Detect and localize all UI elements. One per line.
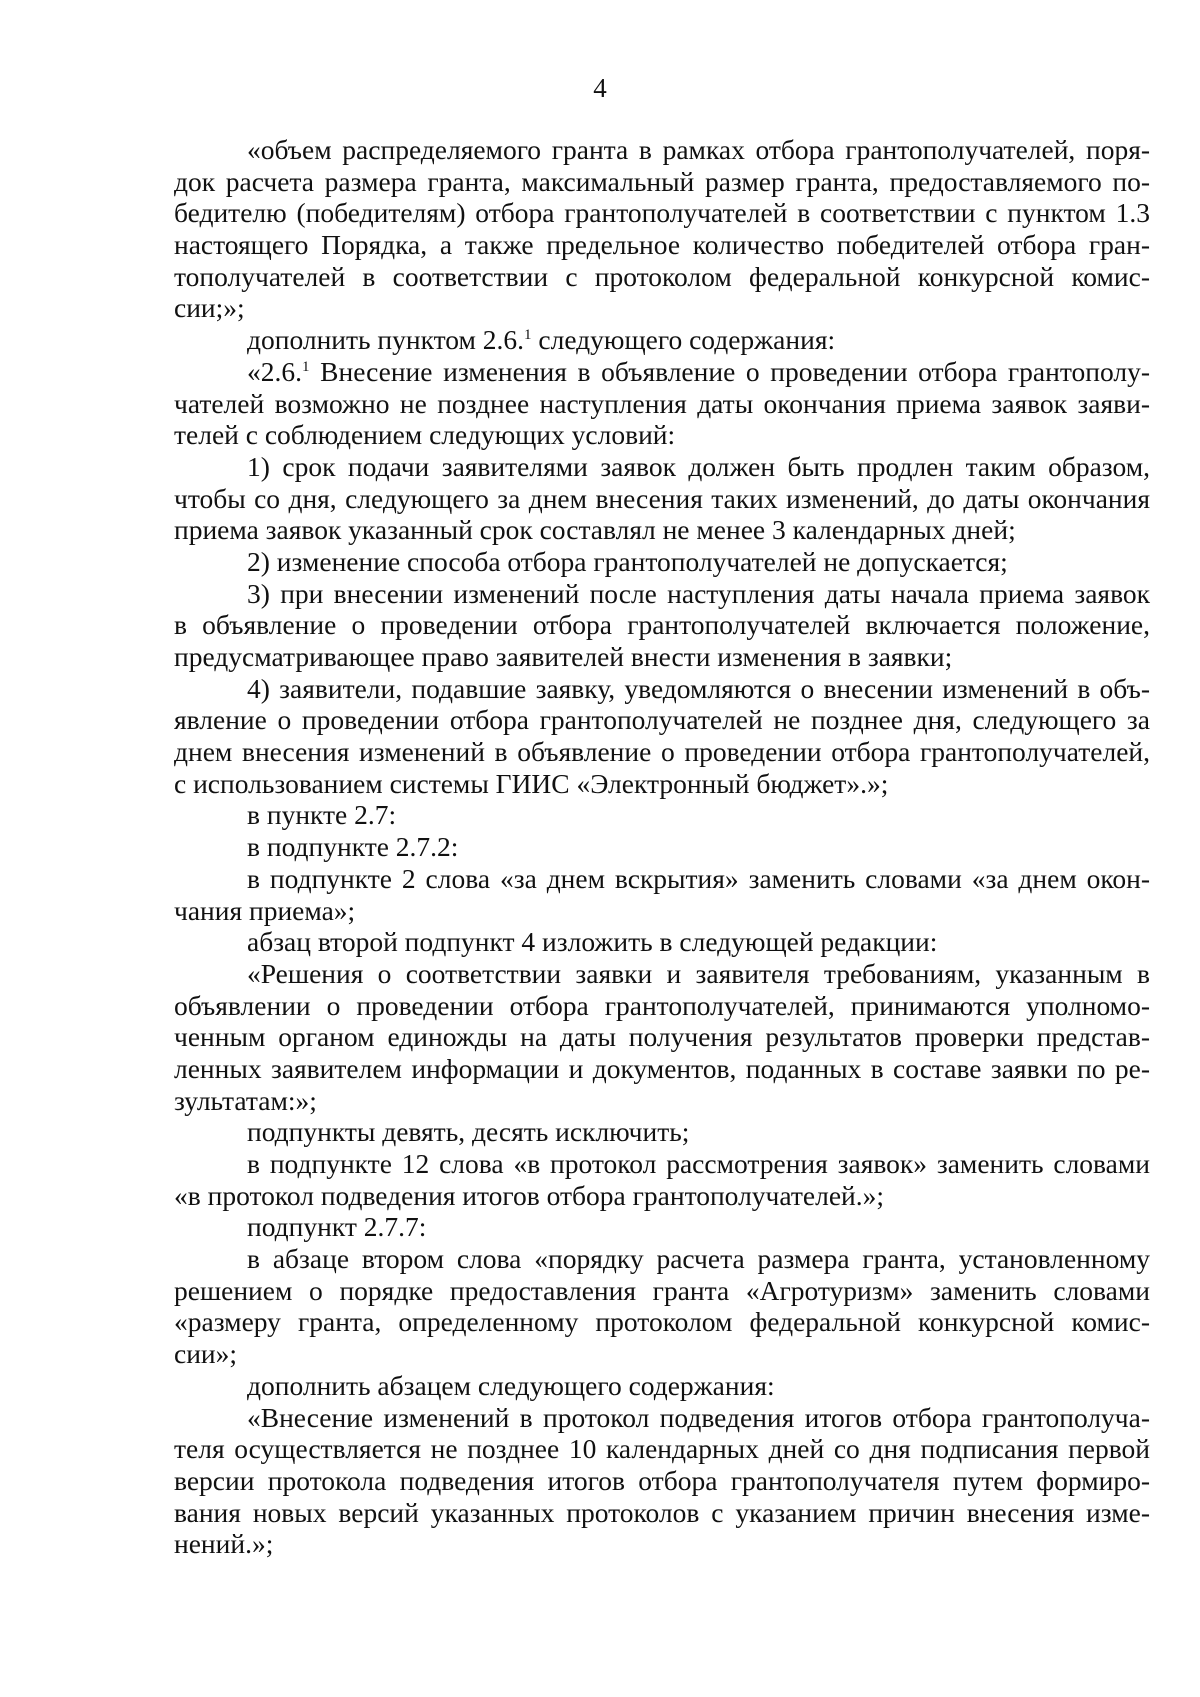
superscript: 1 bbox=[302, 358, 310, 375]
text-line: объявлении о проведении отбора грантополучателей, принимаются уполномо- bbox=[174, 989, 1150, 1021]
text-line: ленных заявителем информации и документов, поданных в составе заявки по ре- bbox=[174, 1052, 1150, 1084]
text-line: подпункты девять, десять исключить; bbox=[247, 1116, 690, 1148]
text-line: бедителю (победителям) отбора грантополучателей в соответствии с пунктом 1.3 bbox=[174, 197, 1150, 229]
page-number: 4 bbox=[593, 73, 607, 103]
text-line: вания новых версий указанных протоколов с указанием причин внесения изме- bbox=[174, 1496, 1150, 1528]
text-line: явление о проведении отбора грантополучателей не позднее дня, следующего за bbox=[174, 704, 1150, 736]
text-line: абзац второй подпункт 4 изложить в следующей редакции: bbox=[247, 926, 938, 958]
text-line: «Решения о соответствии заявки и заявителя требованиям, указанным в bbox=[247, 957, 1150, 989]
text-line: 2) изменение способа отбора грантополучателей не допускается; bbox=[247, 545, 1008, 577]
text-line: тополучателей в соответствии с протоколом федеральной конкурсной комис- bbox=[174, 260, 1150, 292]
text-line: 1) срок подачи заявителями заявок должен быть продлен таким образом, bbox=[247, 450, 1150, 482]
text-line: 4) заявители, подавшие заявку, уведомляются о внесении изменений в объ- bbox=[247, 672, 1150, 704]
text-line: «в протокол подведения итогов отбора грантополучателей.»; bbox=[174, 1179, 885, 1211]
text-line: предусматривающее право заявителей внести изменения в заявки; bbox=[174, 641, 953, 672]
text-line: версии протокола подведения итогов отбора грантополучателя путем формиро- bbox=[174, 1464, 1150, 1496]
text-line: сии;»; bbox=[174, 292, 245, 324]
text-line: сии»; bbox=[174, 1338, 238, 1370]
text-line: «размеру гранта, определенному протоколом федеральной конкурсной комис- bbox=[174, 1306, 1150, 1338]
text-line: зультатам:»; bbox=[174, 1084, 317, 1116]
text-line: в объявление о проведении отбора грантополучателей включается положение, bbox=[174, 609, 1150, 641]
superscript: 1 bbox=[524, 327, 532, 344]
text-line: в подпункте 12 слова «в протокол рассмотрения заявок» заменить словами bbox=[247, 1148, 1150, 1179]
text-line: в пункте 2.7: bbox=[247, 799, 397, 831]
text-line: нений.»; bbox=[174, 1528, 274, 1560]
text-line: 3) при внесении изменений после наступления даты начала приема заявок bbox=[247, 577, 1150, 609]
text-line: телей с соблюдением следующих условий: bbox=[174, 419, 676, 451]
text-line: док расчета размера гранта, максимальный размер гранта, предоставляемого по- bbox=[174, 165, 1150, 197]
text-line: подпункт 2.7.7: bbox=[247, 1211, 427, 1243]
text-line: решением о порядке предоставления гранта «Агротуризм» заменить словами bbox=[174, 1274, 1150, 1306]
text-line: днем внесения изменений в объявление о проведении отбора грантополучателей, bbox=[174, 736, 1150, 768]
text-line: «объем распределяемого гранта в рамках отбора грантополучателей, поря- bbox=[247, 134, 1150, 165]
text-line: дополнить абзацем следующего содержания: bbox=[247, 1369, 775, 1401]
document-body bbox=[174, 134, 1150, 1560]
text-line: в подпункте 2.7.2: bbox=[247, 831, 459, 863]
text-line: чания приема»; bbox=[174, 894, 356, 926]
text-line: чтобы со дня, следующего за днем внесения таких изменений, до даты окончания bbox=[174, 482, 1150, 514]
text-line: ченным органом единожды на даты получения результатов проверки представ- bbox=[174, 1021, 1150, 1053]
text-line: дополнить пунктом 2.6.$^1$ следующего содержания: bbox=[247, 324, 836, 356]
text-line: настоящего Порядка, а также предельное количество победителей отбора гран- bbox=[174, 229, 1150, 261]
text-line: теля осуществляется не позднее 10 календарных дней со дня подписания первой bbox=[174, 1433, 1150, 1465]
text-line: в подпункте 2 слова «за днем вскрытия» заменить словами «за днем окон- bbox=[247, 862, 1150, 894]
text-line: в абзаце втором слова «порядку расчета размера гранта, установленному bbox=[247, 1243, 1150, 1275]
text-line: приема заявок указанный срок составлял не менее 3 календарных дней; bbox=[174, 514, 1016, 546]
text-line: чателей возможно не позднее наступления даты окончания приема заявок заяви- bbox=[174, 387, 1150, 419]
text-line: «2.6.$^1$ Внесение изменения в объявление о проведении отбора грантополу- bbox=[247, 355, 1150, 387]
text-line: «Внесение изменений в протокол подведения итогов отбора грантополуча- bbox=[247, 1401, 1150, 1433]
text-line: с использованием системы ГИИС «Электронный бюджет».»; bbox=[174, 767, 889, 799]
